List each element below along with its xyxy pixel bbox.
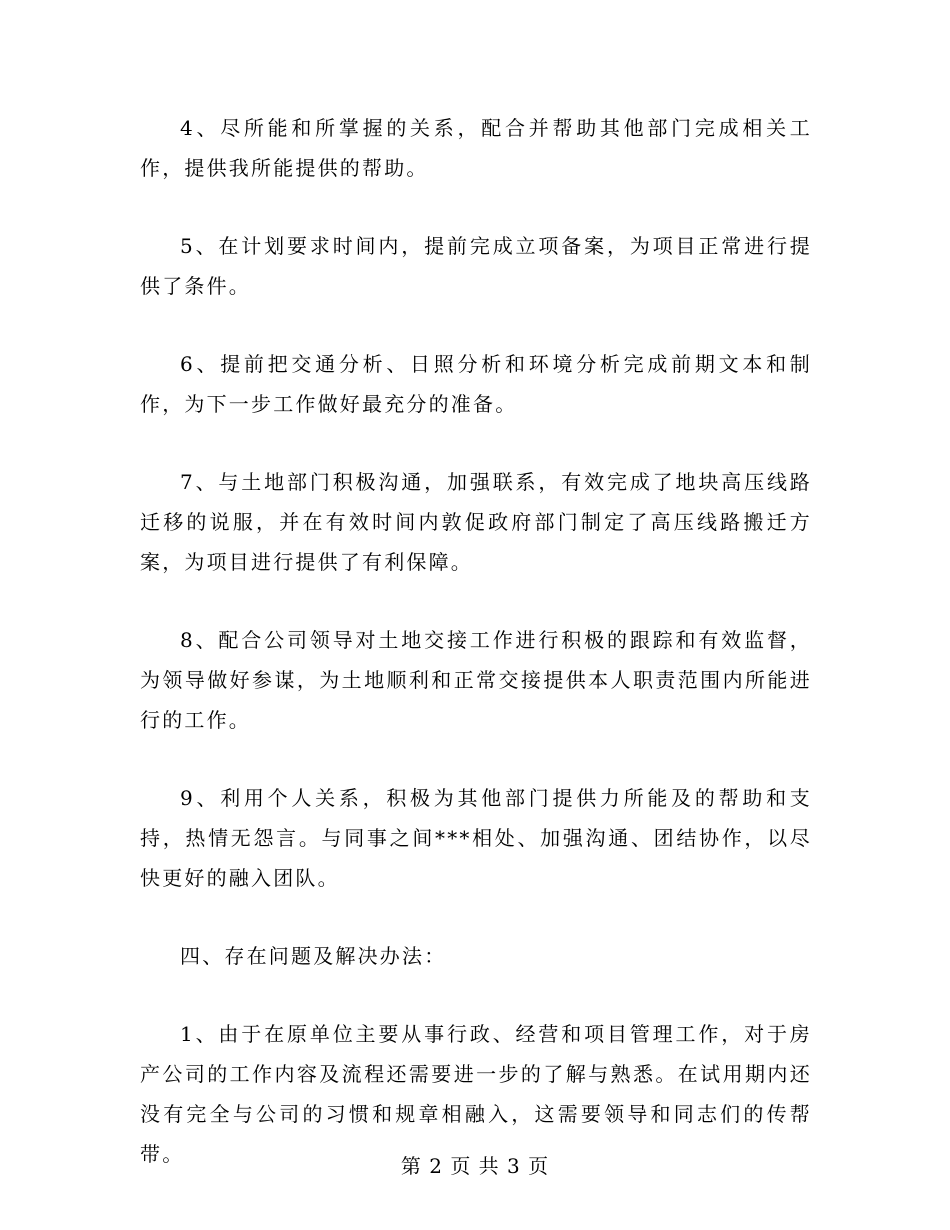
- document-body: [140, 108, 812, 1212]
- paragraph-item-8: 8、配合公司领导对土地交接工作进行积极的跟踪和有效监督，为领导做好参谋，为土地顺利和正常交接提供本人职责范围内所能进行的工作。: [140, 628, 812, 732]
- paragraph-item-9: 9、利用个人关系，积极为其他部门提供力所能及的帮助和支持，热情无怨言。与同事之间***相处、加强沟通、团结协作，以尽快更好的融入团队。: [140, 786, 812, 890]
- section-heading-problems: 四、存在问题及解决办法：: [180, 944, 447, 968]
- paragraph-item-7: 7、与土地部门积极沟通，加强联系，有效完成了地块高压线路迁移的说服，并在有效时间内敦促政府部门制定了高压线路搬迁方案，为项目进行提供了有利保障。: [140, 470, 812, 574]
- paragraph-problem-1: 1、由于在原单位主要从事行政、经营和项目管理工作，对于房产公司的工作内容及流程还需要进一步的了解与熟悉。在试用期内还没有完全与公司的习惯和规章相融入，这需要领导和同志们的传帮带。: [140, 1022, 812, 1166]
- paragraph-item-5: 5、在计划要求时间内，提前完成立项备案，为项目正常进行提供了条件。: [140, 234, 812, 298]
- paragraph-item-6: 6、提前把交通分析、日照分析和环境分析完成前期文本和制作，为下一步工作做好最充分的准备。: [140, 352, 812, 416]
- paragraph-item-4: 4、尽所能和所掌握的关系，配合并帮助其他部门完成相关工作，提供我所能提供的帮助。: [140, 116, 812, 180]
- page-number-footer: 第 2 页 共 3 页: [400, 1154, 550, 1178]
